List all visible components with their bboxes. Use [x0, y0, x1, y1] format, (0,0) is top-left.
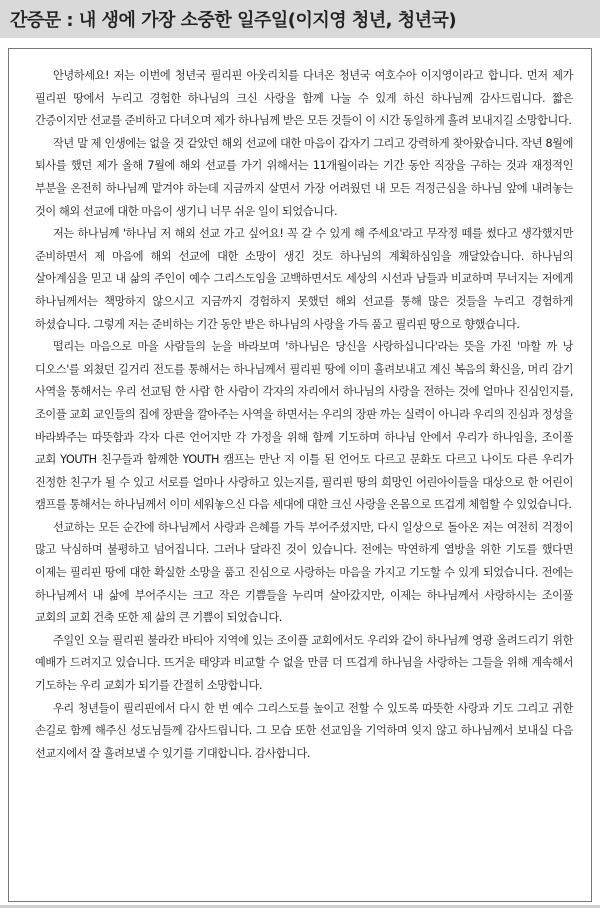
- paragraph: 작년 말 제 인생에는 없을 것 같았던 해외 선교에 대한 마음이 갑자기 그리고 강력하게 찾아왔습니다. 작년 8월에 퇴사를 했던 제가 올해 7월에 해외 선교를 가기 위해서는 11개월이라는 기간 동안 직장을 구하는 것과 재정적인 부분을 온전히 하나님께 맡겨야 하는데 지금까지 살면서 가장 어려웠던 내 모든 걱정근심을 하나님 앞에 내려놓는 것이 해외 선교에 대한 마음이 생기니 너무 쉬운 일이 되었습니다.: [35, 136, 573, 218]
- bottom-divider: [0, 905, 600, 908]
- paragraph: 선교하는 모든 순간에 하나님께서 사랑과 은혜를 가득 부어주셨지만, 다시 일상으로 돌아온 저는 여전히 걱정이 많고 낙심하며 불평하고 넘어집니다. 그러나 달라진 것이 있습니다. 전에는 막연하게 열방을 위한 기도를 했다면 이제는 필리핀 땅에 대한 확실한 소망을 품고 진심으로 사랑하는 마음을 가지고 기도할 수 있게 되었습니다. 전에는 하나님께서 내 삶에 부어주시는 크고 작은 기쁨들을 누리며 살아갔지만, 이제는 하나님께서 사랑하시는 조이풀 교회의 교회 건축 또한 제 삶의 큰 기쁨이 되었습니다.: [35, 520, 573, 625]
- page-title: 간증문 : 내 생에 가장 소중한 일주일(이지영 청년, 청년국): [0, 0, 600, 38]
- paragraph: 안녕하세요! 저는 이번에 청년국 필리핀 아웃리치를 다녀온 청년국 여호수아 이지영이라고 합니다. 먼저 제가 필리핀 땅에서 누리고 경험한 하나님의 크신 사랑을 함께 나눌 수 있게 하신 하나님께 감사드립니다. 짧은 간증이지만 선교를 준비하고 다녀오며 제가 하나님께 받은 모든 것들이 이 시간 동일하게 흘려 보내지길 소망합니다.: [35, 69, 573, 128]
- paragraph: 주일인 오늘 필리핀 불라칸 바티아 지역에 있는 조이플 교회에서도 우리와 같이 하나님께 영광 올려드리기 위한 예배가 드려지고 있습니다. 뜨거운 태양과 비교할 수 없을 만큼 더 뜨겁게 하나님을 사랑하는 그들을 위해 계속해서 기도하는 우리 교회가 되기를 간절히 소망합니다.: [35, 633, 573, 693]
- testimony-body: [8, 48, 592, 902]
- paragraph: 우리 청년들이 필리핀에서 다시 한 번 예수 그리스도를 높이고 전할 수 있도록 따뜻한 사랑과 기도 그리고 귀한 손길로 함께 해주신 성도님들께 감사드립니다. 그 모습 또한 선교임을 기억하며 잊지 않고 하나님께서 보내실 다음 선교지에서 잘 흘려보낼 수 있기를 기대합니다. 감사합니다.: [35, 701, 573, 760]
- paragraph: 저는 하나님께 '하나님 저 해외 선교 가고 싶어요! 꼭 갈 수 있게 해 주세요'라고 무작정 떼를 썼다고 생각했지만 준비하면서 제 마음에 해외 선교에 대한 소망이 생긴 것도 하나님의 계획하심임을 깨달았습니다. 하나님의 살아계심을 믿고 내 삶의 주인이 예수 그리스도임을 고백하면서도 세상의 시선과 남들과 비교하며 무너지는 저에게 하나님께서는 책망하지 않으시고 지금까지 경험하지 못했던 해외 선교를 통해 많은 것들을 누리고 경험하게 하셨습니다. 그렇게 저는 준비하는 기간 동안 받은 하나님의 사랑을 가득 품고 필리핀 땅으로 향했습니다.: [35, 227, 573, 331]
- paragraph: 떨리는 마음으로 마을 사람들의 눈을 바라보며 '하나님은 당신을 사랑하십니다'라는 뜻을 가진 '마할 까 낭 디오스'를 외쳤던 길거리 전도를 통해서는 하나님께서 필리핀 땅에 이미 흘려보내고 계신 복음의 확신을, 머리 감기 사역을 통해서는 우리 선교팀 한 사람 한 사람이 각자의 자리에서 하나님의 사랑을 전하는 것에 얼마나 진심인지를, 조이플 교회 교인들의 집에 장판을 깔아주는 사역을 하면서는 우리의 장판 까는 실력이 아니라 우리의 진심과 정성을 바라봐주는 따뜻함과 각자 다른 언어지만 각 가정을 위해 함께 기도하며 하나님 안에서 우리가 하나임을, 조이풀 교회 YOUTH 친구들과 함께한 YOUTH 캠프는 만난 지 이틀 된 언어도 다르고 문화도 다르고 나이도 다른 우리가 진정한 친구가 될 수 있고 서로를 얼마나 사랑하고 있는지를, 필리핀 땅의 희망인 어린아이들을 대상으로 한 어린이 캠프를 통해서는 하나님께서 이미 세워놓으신 다음 세대에 대한 크신 사랑을 온몸으로 뜨겁게 체험할 수 있었습니다.: [35, 340, 573, 512]
